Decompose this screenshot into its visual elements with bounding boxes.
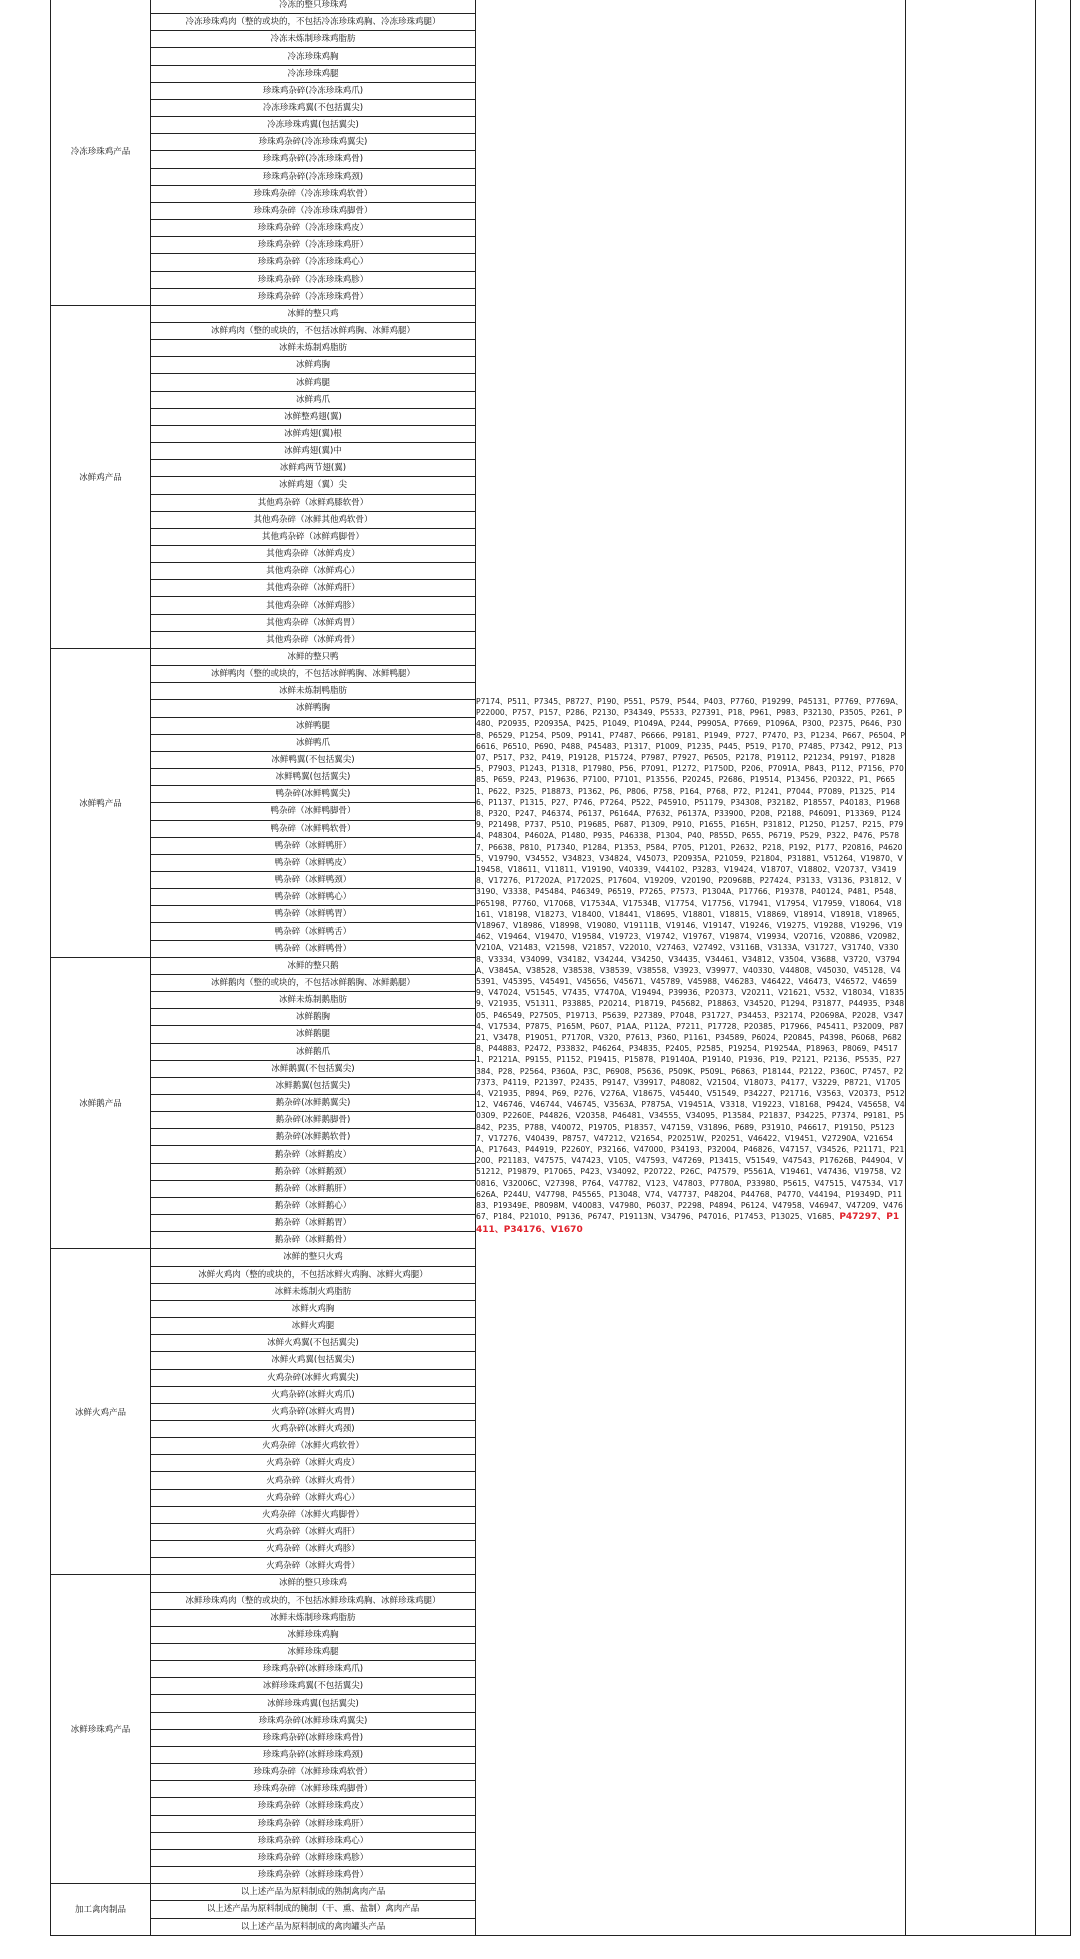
group-name-cell: 冰鲜火鸡产品 <box>51 1249 151 1575</box>
product-item-cell: 冰鲜未炼制鹅脂肪 <box>151 992 476 1009</box>
product-item-cell: 珍珠鸡杂碎（冰鲜珍珠鸡肝） <box>151 1815 476 1832</box>
product-item-cell: 冰鲜的整只火鸡 <box>151 1249 476 1266</box>
product-item-cell: 冷冻珍珠鸡腿 <box>151 65 476 82</box>
enterprise-code-list <box>476 0 906 1935</box>
product-item-cell: 珍珠鸡杂碎（冰鲜珍珠鸡骨） <box>151 1867 476 1884</box>
product-item-cell: 冰鲜鸡爪 <box>151 391 476 408</box>
product-item-cell: 其他鸡杂碎（冰鲜鸡胃） <box>151 614 476 631</box>
product-item-cell: 火鸡杂碎（冰鲜火鸡脚骨） <box>151 1506 476 1523</box>
product-item-cell: 以上述产品为原料制成的腌制（干、熏、盐制）禽肉产品 <box>151 1901 476 1918</box>
group-name-cell: 冰鲜珍珠鸡产品 <box>51 1575 151 1884</box>
product-item-cell: 冰鲜火鸡胸 <box>151 1300 476 1317</box>
product-item-cell: 冰鲜鹅胸 <box>151 1009 476 1026</box>
product-item-cell: 珍珠鸡杂碎（冰鲜珍珠鸡软骨） <box>151 1764 476 1781</box>
product-item-cell: 冰鲜的整只鹅 <box>151 957 476 974</box>
product-item-cell: 冰鲜鸭翼(包括翼尖) <box>151 769 476 786</box>
product-item-cell: 冰鲜鸡两节翅(翼) <box>151 460 476 477</box>
product-item-cell: 冰鲜未炼制珍珠鸡脂肪 <box>151 1609 476 1626</box>
product-item-cell: 珍珠鸡杂碎(冷冻珍珠鸡骨) <box>151 151 476 168</box>
product-item-cell: 冰鲜鸭爪 <box>151 734 476 751</box>
product-item-cell: 以上述产品为原料制成的熟制禽肉产品 <box>151 1884 476 1901</box>
group-name-cell: 加工禽肉制品 <box>51 1884 151 1935</box>
product-item-cell: 冰鲜鸡翅（翼）尖 <box>151 477 476 494</box>
product-item-cell: 冰鲜的整只鸡 <box>151 305 476 322</box>
product-item-cell: 珍珠鸡杂碎（冷冻珍珠鸡皮） <box>151 220 476 237</box>
code-list-text: P7174、P511、P7345、P8727、P190、P551、P579、P544、P403、P7760、P19299、P45131、P7769、P7769A、P22000、P757、P157、P286、P2130、P34349、P5533、P27391、P18、P961、P983、P32130、P3505、P261、P480、P20935、P20935A、P425、P1049、P1049A、P244、P9905A、P7669、P1096A、P300、P2375、P646、P308、P6529、P1254、P509、P9141、P7487、P6666、P9181、P1949、P727、P7470、P3、P1234、P667、P6504、P6616、P6510、P690、P488、P45483、P1317、P1009、P1235、P445、P519、P170、P7485、P7342、P912、P1307、P517、P32、P419、P19128、P15724、P7987、P7927、P6505、P2178、P19112、P21234、P9197、P18285、P7903、P1243、P1318、P17980、P56、P7091、P1272、P1750D、P206、P7091A、P843、P112、P7156、P7085、P659、P243、P19636、P7100、P7101、P13556、P20245、P2686、P19514、P13456、P20322、P1、P6651、P622、P325、P18873、P1362、P6、P806、P758、P164、P768、P72、P1241、P7044、P7089、P1325、P146、P1137、P1315、P27、P746、P7264、P522、P45910、P51179、P34308、P32182、P18557、P40183、P19688、P320、P247、P46374、P6137、P6164A、P7632、P6137A、P33900、P208、P2188、P46091、P13369、P1249、P21498、P737、P510、P19685、P687、P1309、P910、P1655、P165H、P31812、P1250、P1257、P215、P794、P48304、P4602A、P1480、P935、P46338、P1304、P40、P855D、P655、P6719、P529、P322、P476、P5787、P6638、P810、P17340、P1284、P1353、P584、P705、P1201、P2632、P218、P192、P177、P20816、P46205、V19790、V34552、V34823、V34824、V45073、P20935A、P21059、P21804、P31881、V51264、V19870、V19458、V18611、V11811、V19190、V40339、V44102、P3283、V19424、V18707、V18802、V20737、V34198、V17276、P17202A、P17202S、P17604、V19209、V20190、P20968B、P27424、P3133、V3136、P31812、V3190、V3338、P45484、P46349、P6519、P7265、P7573、P1304A、P17766、P19378、P40124、P481、P548、P65198、P7760、V17068、V17534A、V17534B、V17754、V17756、V17941、V17954、V17959、V18064、V18161、V18198、V18273、V18400、V18441、V18695、V18801、V18815、V18869、V18914、V18918、V18965、V18967、V18986、V18998、V19080、V19111B、V19146、V19147、V19246、V19275、V19288、V19296、V19462、V19464、V19470、V19584、V19723、V19742、V19767、V19874、V19934、V20716、V20886、V20982、V210A、V21483、V21598、V21857、V22010、V27463、V27492、V3116B、V3133A、V31727、V31740、V3308、V3334、V34099、V34182、V34244、V34250、V34435、V34461、V34812、V3504、V3688、V3720、V3794A、V3845A、V38528、V38538、V38539、V38558、V3923、V39977、V40330、V44808、V45030、V45128、V45391、V45395、V45491、V45656、V45671、V45789、V45988、V46283、V46422、V46473、V46572、V46599、V47024、V51545、V7435、V7470A、V19494、P39936、P20373、V20211、V21621、V532、V18034、V18359、V21935、V51311、P33885、P20214、P18719、P45682、P18863、V34520、P1294、P31877、P44935、P34805、P46549、P27505、P19713、P5639、P27389、P7048、P31727、P34453、P32174、P20698A、P2028、V3474、V17534、P7875、P165M、P607、P1AA、P112A、P7211、P17728、P20385、P17966、P45411、P32009、P8721、V3478、P19051、P7170R、V320、P7613、P360、P1161、P34589、P6024、P20845、P4398、P6068、P6828、P44883、P2472、P33832、P46264、P34835、P2405、P2585、P19254、P19254A、P18963、P8069、P45171、P2121A、P9155、P1152、P19415、P15878、P19140A、P19140、P1936、P19、P2121、P2136、P5535、P27384、P28、P2564、P360A、P3C、P6908、P5636、P509K、P509L、P6863、P18144、P2122、P360C、P7457、P27373、P4119、P21397、P2435、P9147、V39917、P48082、V21504、V18073、P4177、V3229、P8721、V17054、V21935、P894、P69、P276、V276A、V18675、V45440、V51549、P34227、P21716、V3563、V20373、P51212、V46746、V46744、V46745、V3563A、P7875A、V19451A、V3318、V19223、V18168、P9424、V45658、V40309、P2260E、P44826、V20358、P46481、V34555、V34095、P13584、P21837、P34225、P7374、P9181、P5842、P235、P788、V40072、P19705、P18357、V47159、V31896、P689、P31910、P46617、P19150、P51237、V17276、V40439、P8757、V47212、V21654、P20251W、P20251、V46422、V19451、V27290A、V21654A、P17643、P44919、P2260Y、P32166、V47000、P34193、P32004、P46826、V47157、V34526、P21171、P21200、P21183、V47575、V47423、V105、V47593、V47269、P13415、V51549、V47543、P17626B、P44904、V51212、P19879、P17065、P423、V34092、P20722、P26C、P47579、P5561A、V19461、V47436、V19758、V20816、V32006C、V27398、P764、V47782、V123、V47803、P7780A、P33980、P5615、V47515、V47534、V17626A、P244U、V47798、P45565、P13048、V74、V47737、P48204、P44768、P4770、V44194、P19349D、P1183、P19349E、P8098M、V40083、V47980、P6037、P2298、P4894、P6124、V47958、V46947、V47209、V47667、P184、P21010、P9136、P6747、P19113N、V34796、P47016、P17453、P13025、V1685、 <box>476 696 905 1222</box>
product-item-cell: 火鸡杂碎(冰鲜火鸡颈) <box>151 1420 476 1437</box>
product-item-cell: 火鸡杂碎（冰鲜火鸡胗） <box>151 1541 476 1558</box>
product-item-cell: 其他鸡杂碎（冰鲜鸡胗） <box>151 597 476 614</box>
product-item-cell: 珍珠鸡杂碎(冷冻珍珠鸡爪) <box>151 82 476 99</box>
product-item-cell: 鹅杂碎（冰鲜鹅肝） <box>151 1180 476 1197</box>
product-item-cell: 冷冻珍珠鸡翼(包括翼尖) <box>151 117 476 134</box>
product-item-cell: 冰鲜火鸡翼(包括翼尖) <box>151 1352 476 1369</box>
product-item-cell: 冰鲜鸡胸 <box>151 357 476 374</box>
product-item-cell: 冰鲜鸡翅(翼)根 <box>151 425 476 442</box>
product-item-cell: 鸭杂碎（冰鲜鸭肝） <box>151 837 476 854</box>
product-item-cell: 珍珠鸡杂碎（冷冻珍珠鸡骨） <box>151 288 476 305</box>
product-item-cell: 冰鲜鹅翼(包括翼尖) <box>151 1077 476 1094</box>
product-item-cell: 珍珠鸡杂碎（冰鲜珍珠鸡心） <box>151 1832 476 1849</box>
product-item-cell: 火鸡杂碎(冰鲜火鸡翼尖) <box>151 1369 476 1386</box>
product-table <box>50 0 1071 1936</box>
product-item-cell: 鸭杂碎（冰鲜鸭骨） <box>151 940 476 957</box>
product-item-cell: 珍珠鸡杂碎（冰鲜珍珠鸡胗） <box>151 1849 476 1866</box>
product-item-cell: 火鸡杂碎（冰鲜火鸡骨） <box>151 1558 476 1575</box>
product-item-cell: 冰鲜鸭胸 <box>151 700 476 717</box>
product-item-cell: 冰鲜未炼制鸡脂肪 <box>151 340 476 357</box>
product-item-cell: 冰鲜鸡肉（整的或块的，不包括冰鲜鸡胸、冰鲜鸡腿） <box>151 322 476 339</box>
product-item-cell: 火鸡杂碎（冰鲜火鸡肝） <box>151 1523 476 1540</box>
product-item-cell: 鸭杂碎（冰鲜鸭皮） <box>151 854 476 871</box>
product-item-cell: 鸭杂碎（冰鲜鸭脚骨） <box>151 803 476 820</box>
product-item-cell: 珍珠鸡杂碎(冰鲜珍珠鸡翼尖) <box>151 1712 476 1729</box>
empty-column-cell <box>906 0 1036 1935</box>
product-item-cell: 冰鲜的整只鸭 <box>151 648 476 665</box>
product-item-cell: 火鸡杂碎（冰鲜火鸡皮） <box>151 1455 476 1472</box>
product-item-cell: 冰鲜未炼制火鸡脂肪 <box>151 1283 476 1300</box>
product-item-cell: 冷冻珍珠鸡胸 <box>151 48 476 65</box>
product-item-cell: 冰鲜珍珠鸡肉（整的或块的，不包括冰鲜珍珠鸡胸、冰鲜珍珠鸡腿） <box>151 1592 476 1609</box>
product-item-cell: 鸭杂碎(冰鲜鸭翼尖) <box>151 786 476 803</box>
table-row <box>51 0 1071 14</box>
product-item-cell: 鹅杂碎（冰鲜鹅皮） <box>151 1146 476 1163</box>
product-item-cell: 鹅杂碎(冰鲜鹅软骨) <box>151 1129 476 1146</box>
product-item-cell: 冰鲜火鸡翼(不包括翼尖) <box>151 1335 476 1352</box>
product-item-cell: 冷冻未炼制珍珠鸡脂肪 <box>151 31 476 48</box>
product-item-cell: 以上述产品为原料制成的禽肉罐头产品 <box>151 1918 476 1935</box>
product-item-cell: 珍珠鸡杂碎（冰鲜珍珠鸡脚骨） <box>151 1781 476 1798</box>
product-item-cell: 其他鸡杂碎（冰鲜鸡骨） <box>151 631 476 648</box>
product-item-cell: 珍珠鸡杂碎（冷冻珍珠鸡脚骨） <box>151 202 476 219</box>
product-item-cell: 冰鲜鸭腿 <box>151 717 476 734</box>
product-item-cell: 冰鲜鸭翼(不包括翼尖) <box>151 751 476 768</box>
product-item-cell: 火鸡杂碎(冰鲜火鸡胃) <box>151 1403 476 1420</box>
product-item-cell: 其他鸡杂碎（冰鲜其他鸡软骨） <box>151 511 476 528</box>
product-item-cell: 冰鲜火鸡肉（整的或块的，不包括冰鲜火鸡胸、冰鲜火鸡腿） <box>151 1266 476 1283</box>
product-item-cell: 冰鲜的整只珍珠鸡 <box>151 1575 476 1592</box>
product-item-cell: 珍珠鸡杂碎（冷冻珍珠鸡心） <box>151 254 476 271</box>
product-item-cell: 鸭杂碎（冰鲜鸭颈） <box>151 871 476 888</box>
product-item-cell: 火鸡杂碎（冰鲜火鸡骨） <box>151 1472 476 1489</box>
empty-column-cell <box>1036 0 1071 1935</box>
product-item-cell: 其他鸡杂碎（冰鲜鸡皮） <box>151 546 476 563</box>
product-item-cell: 火鸡杂碎(冰鲜火鸡爪) <box>151 1386 476 1403</box>
product-item-cell: 其他鸡杂碎（冰鲜鸡肝） <box>151 580 476 597</box>
product-item-cell: 冰鲜鸭肉（整的或块的，不包括冰鲜鸭胸、冰鲜鸭腿） <box>151 666 476 683</box>
product-item-cell: 鸭杂碎（冰鲜鸭舌） <box>151 923 476 940</box>
product-item-cell: 冰鲜鸡翅(翼)中 <box>151 443 476 460</box>
product-item-cell: 冷冻的整只珍珠鸡 <box>151 0 476 14</box>
product-item-cell: 冰鲜整鸡翅(翼) <box>151 408 476 425</box>
product-item-cell: 火鸡杂碎（冰鲜火鸡软骨） <box>151 1438 476 1455</box>
product-item-cell: 冰鲜鹅肉（整的或块的，不包括冰鲜鹅胸、冰鲜鹅腿） <box>151 974 476 991</box>
product-item-cell: 珍珠鸡杂碎(冷冻珍珠鸡翼尖) <box>151 134 476 151</box>
product-item-cell: 鸭杂碎（冰鲜鸭软骨） <box>151 820 476 837</box>
product-item-cell: 珍珠鸡杂碎(冷冻珍珠鸡颈) <box>151 168 476 185</box>
code-list-highlight: P47297、P1411、P34176、V1670 <box>476 1212 900 1235</box>
product-item-cell: 冰鲜珍珠鸡翼(不包括翼尖) <box>151 1678 476 1695</box>
product-item-cell: 鹅杂碎（冰鲜鹅颈） <box>151 1163 476 1180</box>
group-name-cell: 冷冻珍珠鸡产品 <box>51 0 151 305</box>
product-item-cell: 冷冻珍珠鸡翼(不包括翼尖) <box>151 99 476 116</box>
product-item-cell: 珍珠鸡杂碎（冰鲜珍珠鸡皮） <box>151 1798 476 1815</box>
product-item-cell: 冷冻珍珠鸡肉（整的或块的，不包括冷冻珍珠鸡胸、冷冻珍珠鸡腿） <box>151 14 476 31</box>
product-item-cell: 鹅杂碎（冰鲜鹅骨） <box>151 1232 476 1249</box>
product-item-cell: 鸭杂碎（冰鲜鸭心） <box>151 889 476 906</box>
group-name-cell: 冰鲜鹅产品 <box>51 957 151 1249</box>
product-item-cell: 冰鲜珍珠鸡胸 <box>151 1626 476 1643</box>
product-item-cell: 鹅杂碎（冰鲜鹅心） <box>151 1197 476 1214</box>
product-item-cell: 鹅杂碎(冰鲜鹅脚骨) <box>151 1112 476 1129</box>
product-item-cell: 珍珠鸡杂碎（冷冻珍珠鸡胗） <box>151 271 476 288</box>
product-item-cell: 鹅杂碎（冰鲜鹅胃） <box>151 1215 476 1232</box>
product-item-cell: 珍珠鸡杂碎（冷冻珍珠鸡软骨） <box>151 185 476 202</box>
product-item-cell: 其他鸡杂碎（冰鲜鸡膝软骨） <box>151 494 476 511</box>
product-item-cell: 冰鲜鸡腿 <box>151 374 476 391</box>
product-item-cell: 火鸡杂碎（冰鲜火鸡心） <box>151 1489 476 1506</box>
product-item-cell: 冰鲜未炼制鸭脂肪 <box>151 683 476 700</box>
product-item-cell: 冰鲜鹅翼(不包括翼尖) <box>151 1060 476 1077</box>
product-item-cell: 其他鸡杂碎（冰鲜鸡心） <box>151 563 476 580</box>
product-item-cell: 珍珠鸡杂碎（冷冻珍珠鸡肝） <box>151 237 476 254</box>
product-item-cell: 珍珠鸡杂碎(冰鲜珍珠鸡爪) <box>151 1661 476 1678</box>
product-item-cell: 冰鲜鹅腿 <box>151 1026 476 1043</box>
product-item-cell: 鸭杂碎（冰鲜鸭胃） <box>151 906 476 923</box>
product-item-cell: 鹅杂碎(冰鲜鹅翼尖) <box>151 1095 476 1112</box>
group-name-cell: 冰鲜鸡产品 <box>51 305 151 648</box>
product-item-cell: 冰鲜珍珠鸡翼(包括翼尖) <box>151 1695 476 1712</box>
product-item-cell: 珍珠鸡杂碎(冰鲜珍珠鸡骨) <box>151 1729 476 1746</box>
product-item-cell: 冰鲜珍珠鸡腿 <box>151 1644 476 1661</box>
group-name-cell: 冰鲜鸭产品 <box>51 648 151 957</box>
product-item-cell: 冰鲜鹅爪 <box>151 1043 476 1060</box>
product-item-cell: 珍珠鸡杂碎(冰鲜珍珠鸡颈) <box>151 1746 476 1763</box>
product-item-cell: 其他鸡杂碎（冰鲜鸡脚骨） <box>151 528 476 545</box>
product-item-cell: 冰鲜火鸡腿 <box>151 1318 476 1335</box>
